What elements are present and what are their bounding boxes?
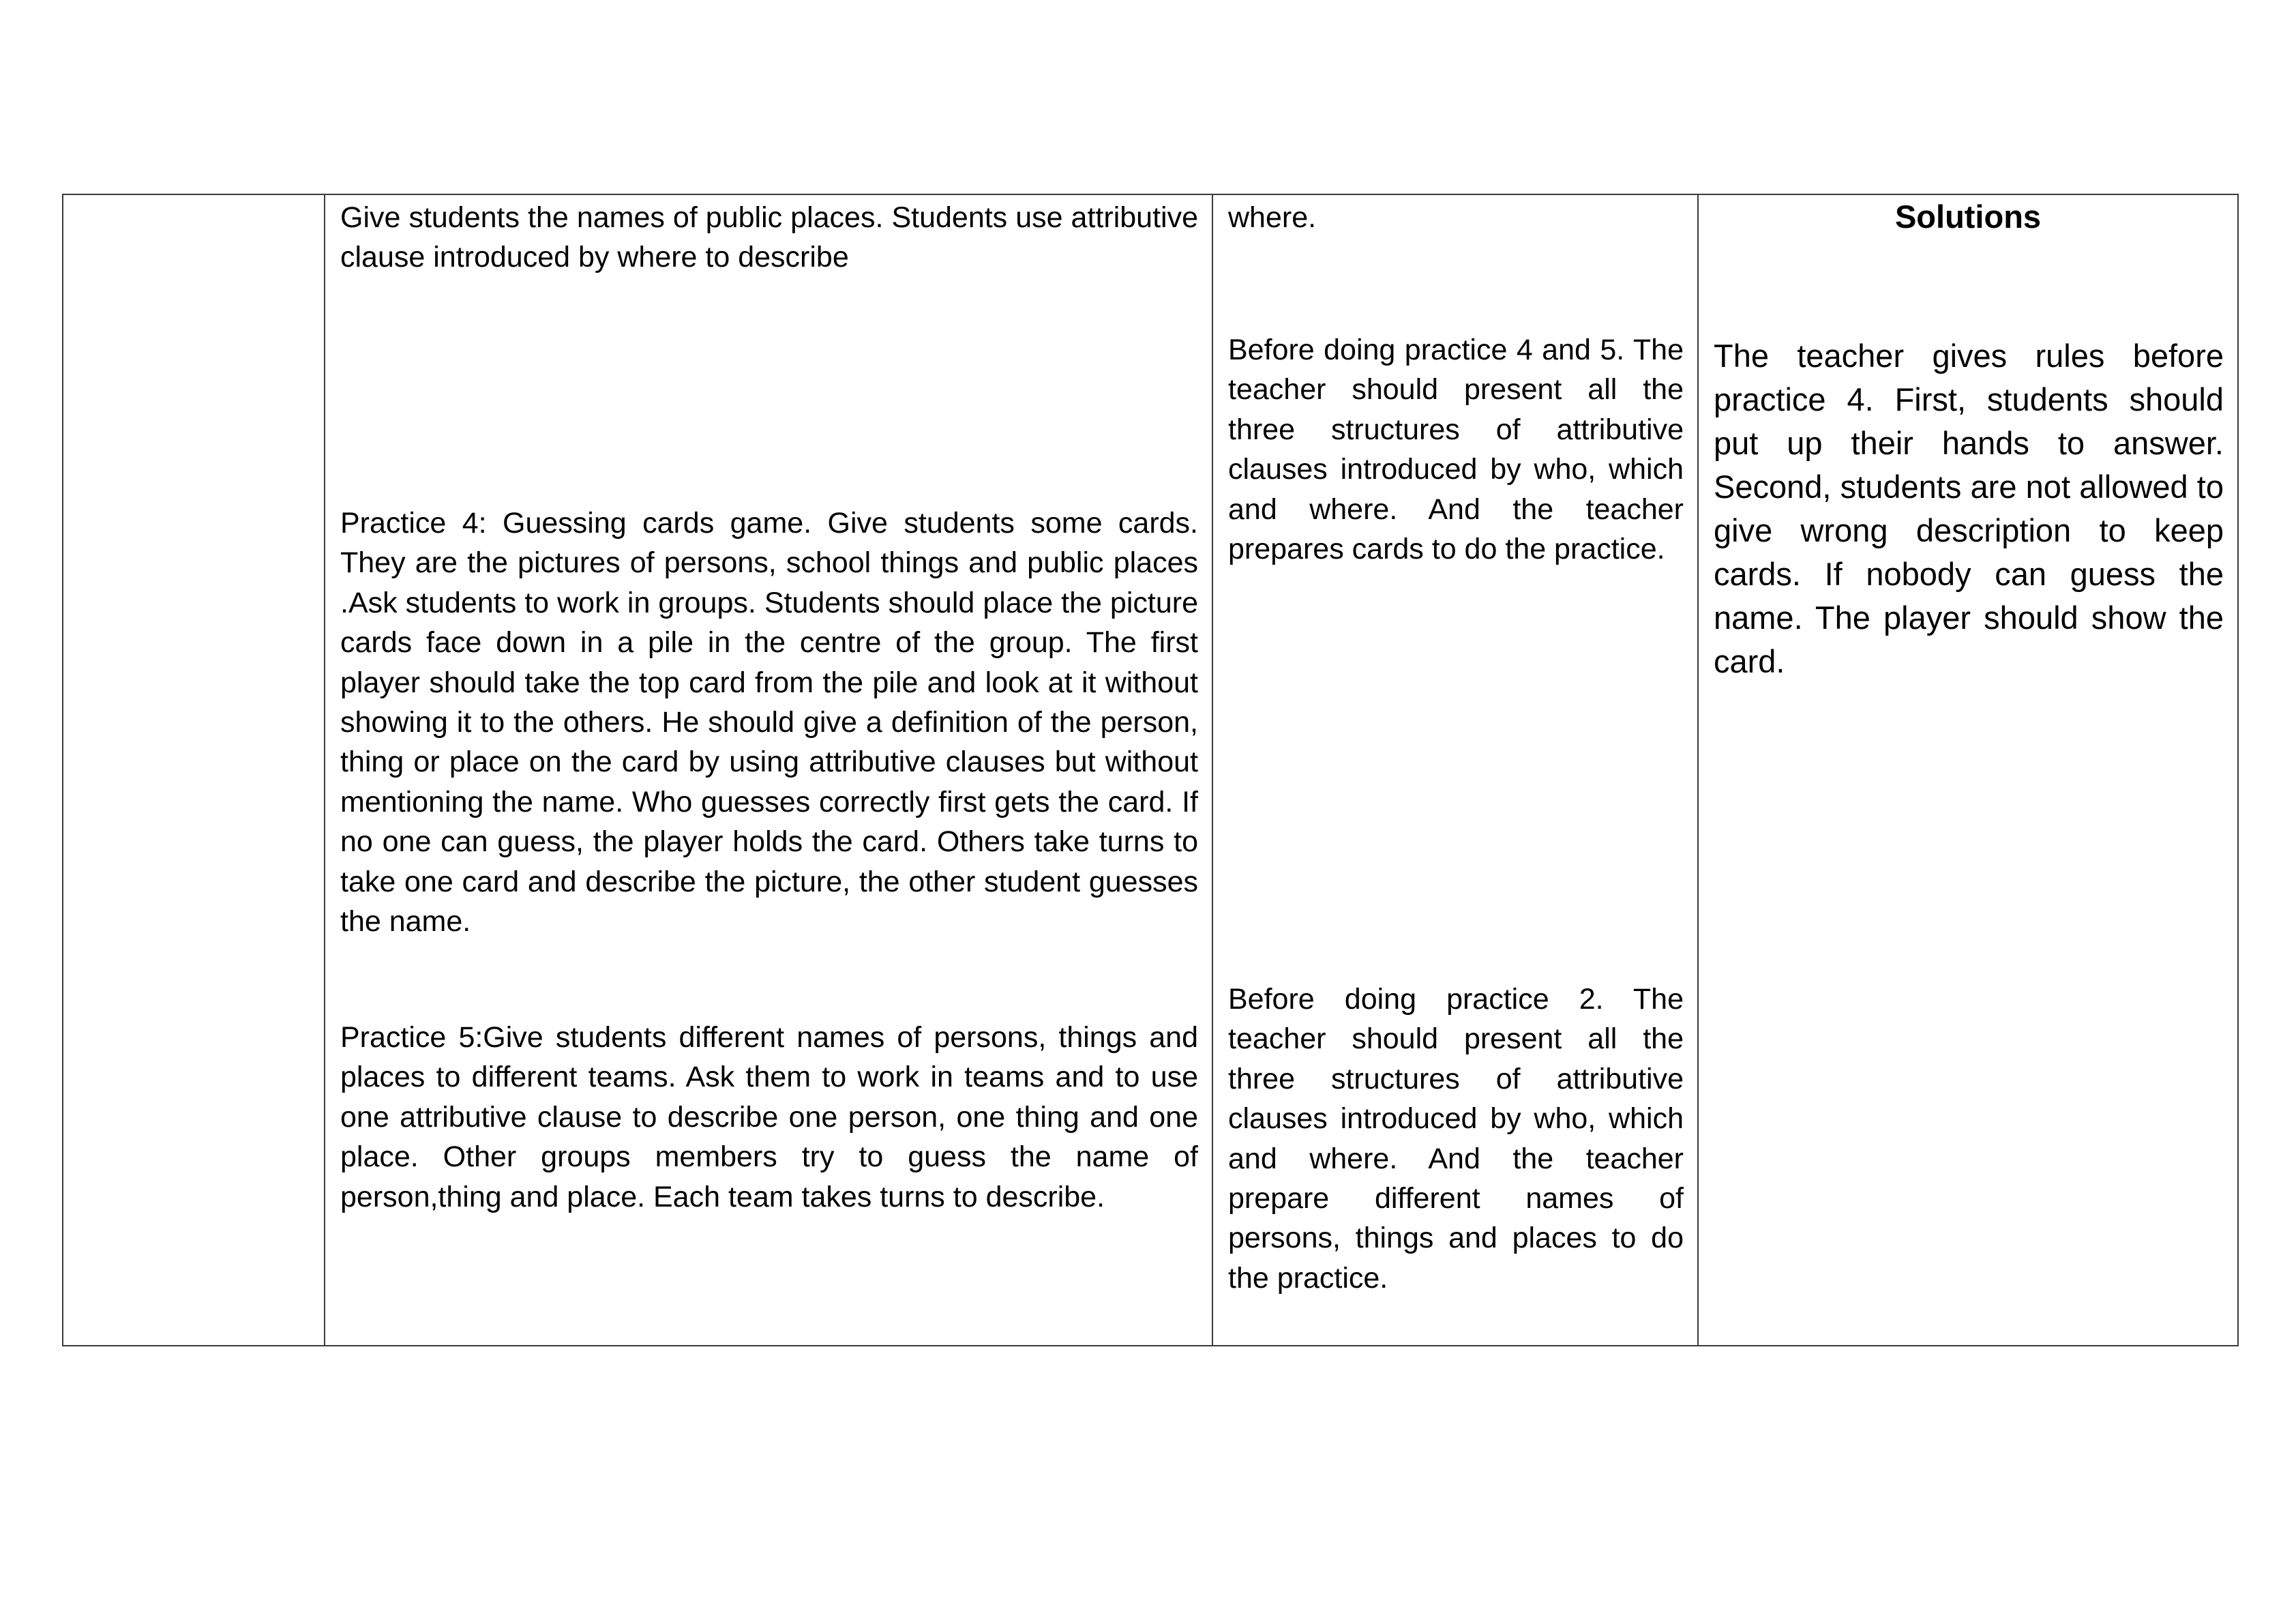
table-column-empty xyxy=(63,195,325,1345)
solutions-rules-text: The teacher gives rules before practice 4. First, students should put up their hands to answer. Second, students are not allowed to give wrong description to keep cards. If nobody can guess the name. The player should show the card. xyxy=(1714,338,2224,679)
lesson-plan-table xyxy=(62,194,2239,1346)
practice-2-note-text: Before doing practice 2. The teacher should present all the three structures of attributive clauses introduced by who, which and where. And the teacher prepare different names of persons, things and places to do the practice. xyxy=(1228,983,1684,1295)
table-column-activities xyxy=(325,195,1213,1345)
table-column-teacher-notes xyxy=(1213,195,1699,1345)
practice-4-5-note-text: Before doing practice 4 and 5. The teacher should present all the three structures of attributive clauses introduced by who, which and where. And the teacher prepares cards to do the practice. xyxy=(1228,334,1684,566)
where-text: where. xyxy=(1228,201,1317,234)
public-places-intro-text: Give students the names of public places. Students use attributive clause introduced by where to describe xyxy=(340,201,1198,274)
practice-5-text: Practice 5:Give students different names of persons, things and places to different teams. Ask them to work in teams and to use one attributive clause to describe one person, one thing and one place. Other groups members try to guess the name of person,thing and place. Each team takes turns to describe. xyxy=(340,1021,1198,1213)
table-column-solutions xyxy=(1699,195,2237,1345)
solutions-heading: Solutions xyxy=(1894,198,2042,235)
practice-4-text: Practice 4: Guessing cards game. Give students some cards. They are the pictures of persons, school things and public places .Ask students to work in groups. Students should place the picture cards face down in a pile in the centre of the group. The first player should take the top card from the pile and look at it without showing it to the others. He should give a definition of the person, thing or place on the card by using attributive clauses but without mentioning the name. Who guesses correctly first gets the card. If no one can guess, the player holds the card. Others take turns to take one card and describe the picture, the other student guesses the name. xyxy=(340,507,1198,939)
